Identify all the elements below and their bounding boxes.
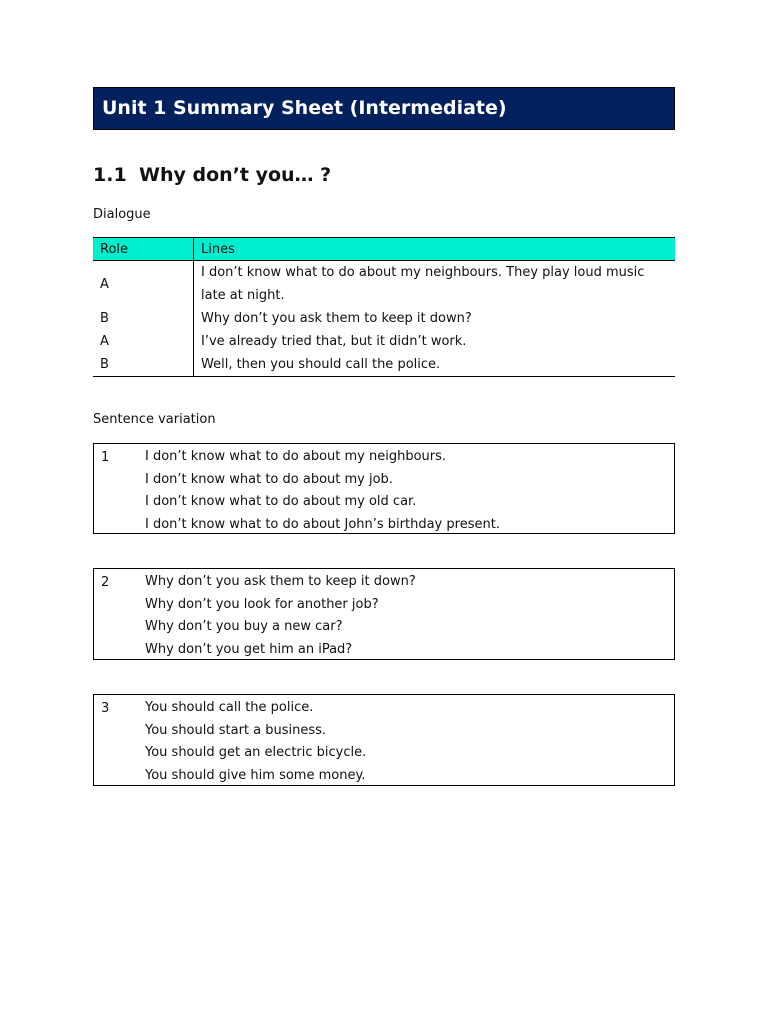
role-cell: A — [93, 261, 194, 308]
variation-line: You should give him some money. — [145, 768, 366, 784]
section-heading — [93, 162, 331, 188]
dialogue-label: Dialogue — [93, 207, 151, 222]
dialogue-table — [93, 237, 675, 377]
role-cell: B — [93, 353, 194, 377]
line-cell: I don’t know what to do about my neighbours. They play loud music late at night. — [201, 265, 645, 303]
column-header-lines: Lines — [194, 238, 676, 261]
variation-number: 2 — [101, 575, 110, 590]
variation-box-2 — [93, 568, 675, 660]
table-row — [93, 353, 675, 377]
variation-line: You should get an electric bicycle. — [145, 745, 367, 761]
variation-line: I don’t know what to do about my job. — [145, 471, 393, 487]
line-cell: Well, then you should call the police. — [201, 357, 441, 372]
variation-line: Why don’t you buy a new car? — [145, 619, 343, 635]
variation-line: You should start a business. — [145, 722, 327, 738]
sentence-variation-label: Sentence variation — [93, 412, 216, 427]
variation-line: I don’t know what to do about my neighbours. — [145, 449, 447, 464]
section-number: 1.1 — [93, 164, 127, 186]
variation-number: 1 — [101, 450, 110, 465]
variation-box-1 — [93, 443, 675, 534]
role-cell: B — [93, 307, 194, 330]
table-header-row — [93, 238, 675, 261]
variation-line: You should call the police. — [145, 700, 314, 715]
line-cell: I’ve already tried that, but it didn’t work. — [201, 334, 467, 349]
variation-number: 3 — [101, 701, 110, 716]
line-cell: Why don’t you ask them to keep it down? — [201, 311, 472, 326]
role-cell: A — [93, 330, 194, 353]
variation-line: Why don’t you look for another job? — [145, 596, 379, 612]
variation-line: Why don’t you ask them to keep it down? — [145, 574, 416, 589]
table-row — [93, 261, 675, 308]
variation-line: I don’t know what to do about my old car. — [145, 494, 417, 510]
variation-box-3 — [93, 694, 675, 786]
variation-line: Why don’t you get him an iPad? — [145, 642, 353, 658]
section-title: Why don’t you… ? — [139, 164, 332, 186]
page-title: Unit 1 Summary Sheet (Intermediate) — [93, 87, 675, 130]
table-row — [93, 330, 675, 353]
variation-line: I don’t know what to do about John’s birthday present. — [145, 517, 500, 533]
table-row — [93, 307, 675, 330]
column-header-role: Role — [93, 238, 194, 261]
